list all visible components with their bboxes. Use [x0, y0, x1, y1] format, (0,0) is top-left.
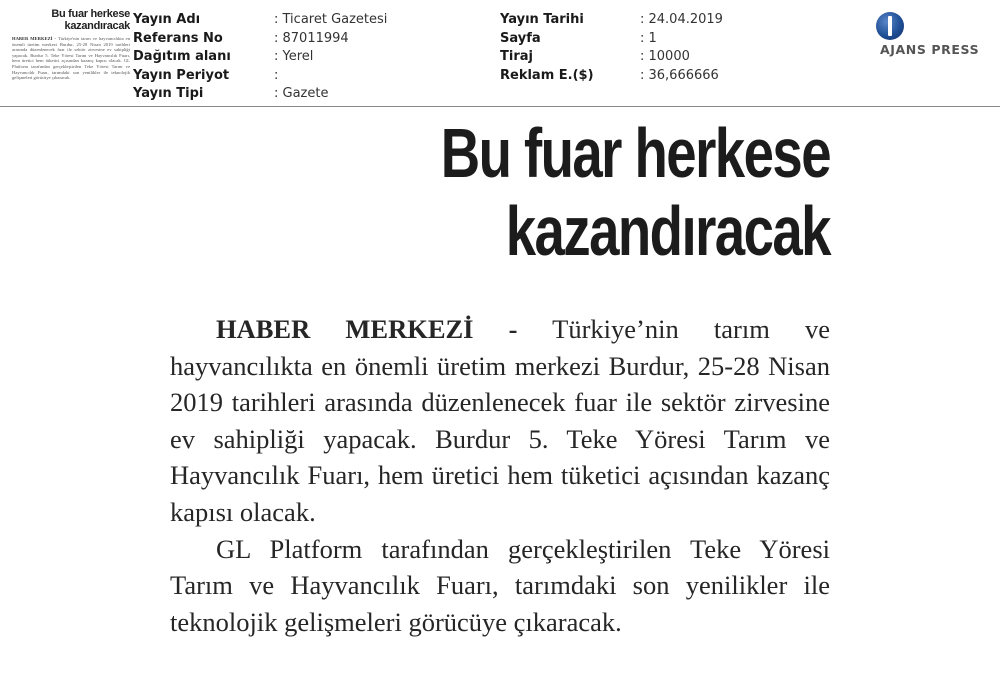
- headline-line-1: Bu fuar herkese: [440, 114, 830, 192]
- meta-label: Yayın Adı: [133, 12, 201, 27]
- meta-row-tiraj: [500, 48, 830, 67]
- meta-value: : Gazete: [274, 86, 329, 102]
- meta-label: Referans No: [133, 30, 223, 46]
- meta-value: : Ticaret Gazetesi: [274, 12, 388, 27]
- clipping-thumbnail[interactable]: [12, 8, 130, 104]
- meta-row-yayin-adi: [133, 11, 493, 30]
- meta-row-dagitim-alani: [133, 48, 493, 67]
- thumbnail-body: Türkiye'nin tarım ve hayvancılıkta en önemli üretim merkezi Burdur, 25-28 Nisan 2019 tarihleri arasında düzenlenecek fuar ile sektör zirvesine ev sahipliği yapacak. Burdur 5. Teke Yöresi Tarım ve Hayvancılık Fuarı, hem üretici hem tüketici açısından kazanç kapısı olacak. GL Platform tarafından gerçekleştirilen Teke Yöresi Tarım ve Hayvancılık Fuarı, tarımdaki son yenilikler ile teknolojik gelişmeleri görücüye çıkaracak.: [12, 36, 130, 81]
- paragraph-1-text: Türkiye’nin tarım ve hayvancılıkta en önemli üretim merkezi Burdur, 25-28 Nisan 2019 tarihleri arasında düzenlenecek fuar ile sektör zirvesine ev sahipliği yapacak. Burdur 5. Teke Yöresi Tarım ve Hayvancılık Fuarı, hem üretici hem tüketici açısından kazanç kapısı olacak.: [170, 314, 830, 527]
- meta-label: Yayın Periyot: [133, 67, 230, 83]
- logo-text: AJANS PRESS: [880, 42, 980, 57]
- meta-value: : 36,666666: [640, 67, 719, 83]
- meta-row-sayfa: [500, 30, 830, 49]
- meta-value: : Yerel: [274, 49, 314, 65]
- meta-label: Dağıtım alanı: [133, 49, 231, 65]
- meta-row-reklam-esdegeri: [500, 67, 830, 86]
- meta-value: : 24.04.2019: [640, 12, 723, 27]
- article-paragraph-2: GL Platform tarafından gerçekleştirilen Teke Yöresi Tarım ve Hayvancılık Fuarı, tarımdaki son yenilikler ile teknolojik gelişmeleri görücüye çıkaracak.: [170, 533, 830, 637]
- meta-row-referans-no: [133, 30, 493, 49]
- ajans-press-logo-icon: [876, 12, 904, 40]
- meta-label: Yayın Tipi: [133, 86, 204, 102]
- meta-label: Sayfa: [500, 30, 541, 46]
- meta-label: Reklam E.($): [500, 67, 594, 83]
- article-body: [170, 311, 830, 640]
- meta-row-yayin-tipi: [133, 85, 493, 104]
- metadata-right: [500, 11, 830, 85]
- thumbnail-dateline: HABER MERKEZİ -: [12, 36, 56, 41]
- article-dateline: HABER MERKEZİ -: [216, 314, 518, 344]
- clipping-header: [0, 0, 1000, 107]
- meta-value: : 87011994: [274, 30, 349, 46]
- meta-row-yayin-tarihi: [500, 11, 830, 30]
- thumbnail-title: Bu fuar herkese kazandıracak: [51, 8, 130, 32]
- article-headline: [339, 114, 830, 270]
- meta-value: : 1: [640, 30, 657, 46]
- headline-line-2: kazandıracak: [505, 192, 830, 270]
- ajans-press-logo[interactable]: [872, 12, 988, 60]
- meta-label: Yayın Tarihi: [500, 12, 584, 27]
- metadata-left: [133, 11, 493, 104]
- meta-value: : 10000: [640, 49, 690, 65]
- article-paragraph-1: [170, 311, 830, 531]
- meta-row-yayin-periyot: [133, 67, 493, 86]
- thumbnail-text: [12, 36, 130, 81]
- meta-label: Tiraj: [500, 49, 533, 65]
- meta-value: :: [274, 67, 279, 83]
